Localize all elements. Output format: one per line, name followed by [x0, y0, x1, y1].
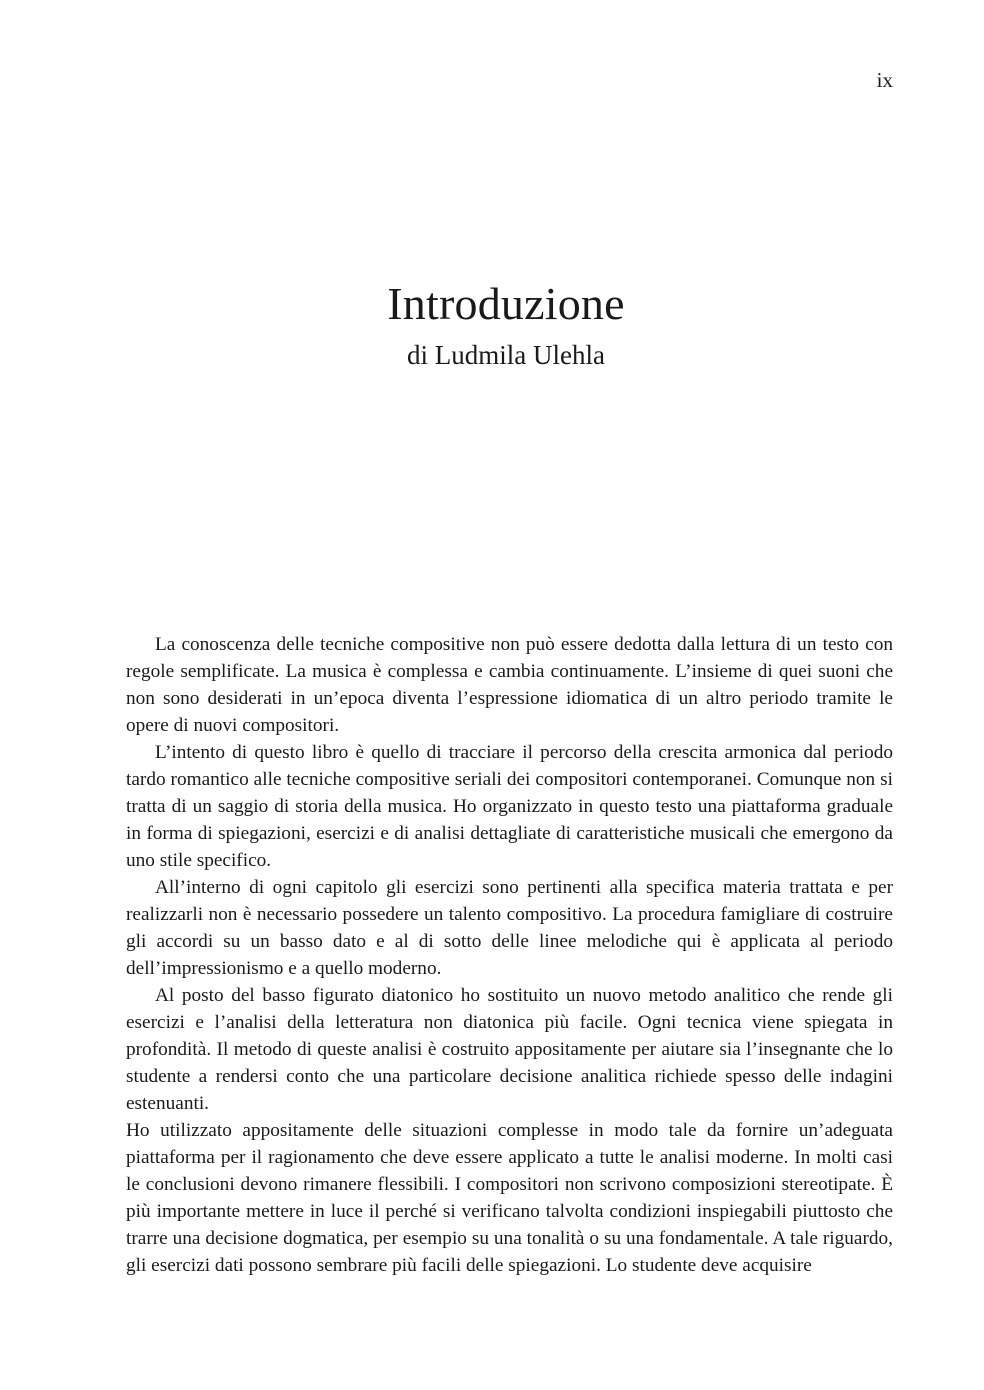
title-block	[0, 278, 984, 372]
body-text	[126, 631, 893, 1279]
page-number: ix	[876, 68, 893, 92]
paragraph: All’interno di ogni capitolo gli esercizi sono pertinenti alla specifica materia trattata e per realizzarli non è necessario possedere un talento compositivo. La procedura famigliare di costruire gli accordi su un basso dato e al di sotto delle linee melodiche qui è applicata al periodo dell’impressionismo e a quello moderno.	[126, 877, 893, 979]
paragraph: Ho utilizzato appositamente delle situazioni complesse in modo tale da fornire un’adeguata piattaforma per il ragionamento che deve essere applicato a tutte le analisi moderne. In molti casi le conclusioni devono rimanere flessibili. I compositori non scrivono composizioni stereotipate. È più importante mettere in luce il perché si verificano talvolta condizioni inspiegabili piuttosto che trarre una decisione dogmatica, per esempio su una tonalità o su una fondamentale. A tale riguardo, gli esercizi dati possono sembrare più facili delle spiegazioni. Lo studente deve acquisire	[126, 1120, 893, 1276]
paragraph: L’intento di questo libro è quello di tracciare il percorso della crescita armonica dal periodo tardo romantico alle tecniche compositive seriali dei compositori contemporanei. Comunque non si tratta di un saggio di storia della musica. Ho organizzato in questo testo una piattaforma graduale in forma di spiegazioni, esercizi e di analisi dettagliate di caratteristiche musicali che emergono da uno stile specifico.	[126, 742, 893, 871]
chapter-title: Introduzione	[387, 278, 625, 329]
paragraph: Al posto del basso figurato diatonico ho sostituito un nuovo metodo analitico che rende gli esercizi e l’analisi della letteratura non diatonica più facile. Ogni tecnica viene spiegata in profondità. Il metodo di queste analisi è costruito appositamente per aiutare sia l’insegnante che lo studente a rendersi conto che una particolare decisione analitica richiede spesso delle indagini estenuanti.	[126, 985, 893, 1114]
paragraph: La conoscenza delle tecniche compositive non può essere dedotta dalla lettura di un testo con regole semplificate. La musica è complessa e cambia continuamente. L’insieme di quei suoni che non sono desiderati in un’epoca diventa l’espressione idiomatica di un altro periodo tramite le opere di nuovi compositori.	[126, 634, 893, 736]
chapter-author: di Ludmila Ulehla	[407, 340, 605, 370]
